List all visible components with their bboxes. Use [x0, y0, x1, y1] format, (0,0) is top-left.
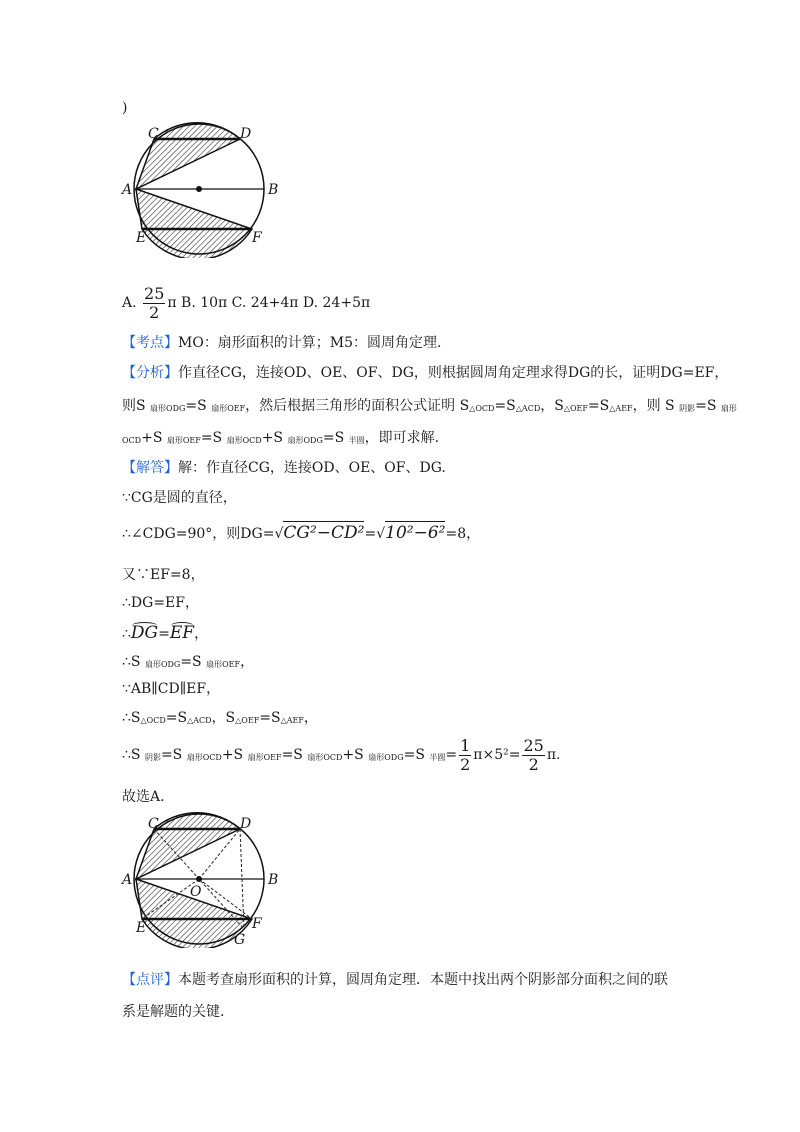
subscript: 扇形OEF — [166, 436, 201, 445]
step-10: 故选A. — [122, 789, 165, 805]
sqrt-sign: √ — [376, 526, 386, 542]
text: ，则 S — [632, 398, 680, 414]
text: =S — [259, 710, 281, 726]
subscript: 半圆 — [348, 436, 365, 445]
text: ， — [194, 626, 209, 642]
text: π×5²= — [473, 747, 521, 763]
fraction-numerator: 1 — [460, 735, 471, 755]
text: ∴S — [122, 747, 145, 763]
circle-figure-2 — [112, 808, 292, 948]
text: ， — [303, 710, 318, 726]
text: =S — [200, 430, 227, 446]
subscript: 扇形ODG — [150, 404, 186, 413]
step-2 — [122, 523, 480, 544]
option-a-prefix: A. — [122, 295, 137, 311]
text: =S — [160, 747, 187, 763]
subscript: 扇形 — [720, 404, 737, 413]
subscript: △OEF — [563, 404, 588, 413]
dianping-tag: 【点评】 — [122, 972, 178, 988]
arc-dg: DG — [130, 623, 159, 643]
subscript: △AEF — [609, 404, 633, 413]
label-e: E — [136, 920, 147, 936]
subscript: 半圆 — [429, 753, 446, 762]
fraction-half — [459, 737, 471, 774]
text: +S — [261, 430, 288, 446]
subscript: 阴影 — [679, 404, 696, 413]
fenxi-text-1: 作直径CG，连接OD、OE、OF、DG，则根据圆周角定理求得DG的长，证明DG=EF， — [178, 365, 729, 381]
text: ∴S — [122, 710, 141, 726]
fraction-numerator: 25 — [523, 735, 544, 755]
label-a: A — [122, 872, 133, 888]
label-c: C — [148, 816, 159, 832]
label-o: O — [190, 884, 202, 900]
step-9 — [122, 734, 561, 779]
text: =S — [281, 747, 308, 763]
step-7: ∵AB∥CD∥EF， — [122, 681, 221, 697]
text: = — [364, 526, 377, 542]
label-g: G — [234, 932, 246, 948]
subscript: OCD — [122, 436, 142, 445]
text: =S — [494, 398, 516, 414]
text: =S — [185, 398, 212, 414]
text: =S — [587, 398, 610, 414]
text: ∴S — [122, 654, 145, 670]
fenxi-line-1 — [122, 363, 728, 383]
label-f: F — [252, 230, 262, 246]
step-3: 又∵EF=8， — [122, 567, 205, 583]
arc-ef: EF — [169, 623, 195, 643]
text: ，S — [211, 710, 236, 726]
text: =S — [403, 747, 430, 763]
center-point — [196, 186, 202, 192]
text: ∴ — [122, 626, 131, 642]
sqrt-sign: √ — [274, 526, 284, 542]
text: ，S — [540, 398, 564, 414]
jieda-line — [122, 458, 446, 478]
subscript: 扇形ODG — [368, 753, 404, 762]
fraction-denominator: 2 — [149, 302, 160, 322]
text: +S — [221, 747, 248, 763]
label-c: C — [148, 126, 159, 142]
subscript: 扇形OCD — [307, 753, 343, 762]
dianping-line-2: 系是解题的关键. — [122, 1004, 225, 1020]
option-rest: π B. 10π C. 24+4π D. 24+5π — [167, 295, 371, 311]
text: = — [445, 747, 458, 763]
text: 则S — [122, 398, 151, 414]
jieda-text: 解：作直径CG，连接OD、OE、OF、DG. — [178, 460, 446, 476]
option-a-fraction — [143, 285, 165, 322]
text: π. — [546, 747, 561, 763]
kaodian-text: MO：扇形面积的计算；M5：圆周角定理. — [178, 335, 442, 351]
text: =S — [695, 398, 721, 414]
text: ，即可求解. — [364, 430, 440, 446]
subscript: 扇形OCD — [226, 436, 262, 445]
label-b: B — [268, 872, 279, 888]
text: = — [158, 626, 170, 642]
text: =S — [165, 710, 188, 726]
step-1: ∵CG是圆的直径， — [122, 490, 237, 506]
text: +S — [141, 430, 167, 446]
kaodian-line — [122, 333, 442, 353]
subscript: 扇形OEF — [247, 753, 282, 762]
step-4: ∴DG=EF， — [122, 595, 199, 611]
answer-options — [122, 283, 370, 323]
label-b: B — [268, 182, 279, 198]
subscript: 扇形OEF — [211, 404, 246, 413]
sqrt-radicand: 10²−6² — [385, 523, 446, 543]
kaodian-tag: 【考点】 — [122, 335, 178, 351]
fenxi-tag: 【分析】 — [122, 365, 178, 381]
subscript: △ACD — [187, 716, 212, 725]
subscript: △AEF — [280, 716, 304, 725]
label-a: A — [122, 182, 133, 198]
subscript: 扇形OEF — [206, 660, 241, 669]
text: =S — [322, 430, 349, 446]
text: ， — [240, 654, 255, 670]
subscript: 扇形OCD — [186, 753, 222, 762]
subscript: △OCD — [469, 404, 495, 413]
fenxi-line-3 — [122, 428, 439, 451]
subscript: △ACD — [515, 404, 541, 413]
sqrt-radicand: CG²−CD² — [283, 523, 365, 543]
label-d: D — [240, 126, 252, 142]
subscript: 阴影 — [144, 753, 161, 762]
center-point — [196, 876, 202, 882]
text: =8， — [445, 526, 481, 542]
leading-paren: ) — [122, 100, 128, 116]
label-e: E — [136, 230, 147, 246]
jieda-tag: 【解答】 — [122, 460, 178, 476]
text: =S — [180, 654, 207, 670]
subscript: 扇形ODG — [287, 436, 323, 445]
fraction-25-2 — [522, 737, 544, 774]
text: ，然后根据三角形的面积公式证明 S — [245, 398, 470, 414]
step-8 — [122, 708, 318, 731]
text: +S — [342, 747, 369, 763]
label-d: D — [240, 816, 252, 832]
fraction-denominator: 2 — [528, 754, 539, 774]
dianping-text-1: 本题考查扇形面积的计算，圆周角定理．本题中找出两个阴影部分面积之间的联 — [178, 972, 668, 988]
subscript: △OEF — [235, 716, 260, 725]
step-5 — [122, 623, 208, 644]
subscript: 扇形ODG — [144, 660, 181, 669]
fraction-denominator: 2 — [460, 754, 471, 774]
fenxi-line-2 — [122, 396, 737, 419]
dianping-line-1 — [122, 970, 668, 990]
bottom-shaded-region — [136, 189, 252, 258]
subscript: △OCD — [140, 716, 166, 725]
step-6 — [122, 652, 254, 675]
fraction-numerator: 25 — [144, 283, 165, 303]
circle-figure-1 — [112, 118, 292, 258]
text: ∴∠CDG=90°，则DG= — [122, 526, 275, 542]
label-f: F — [252, 916, 262, 932]
